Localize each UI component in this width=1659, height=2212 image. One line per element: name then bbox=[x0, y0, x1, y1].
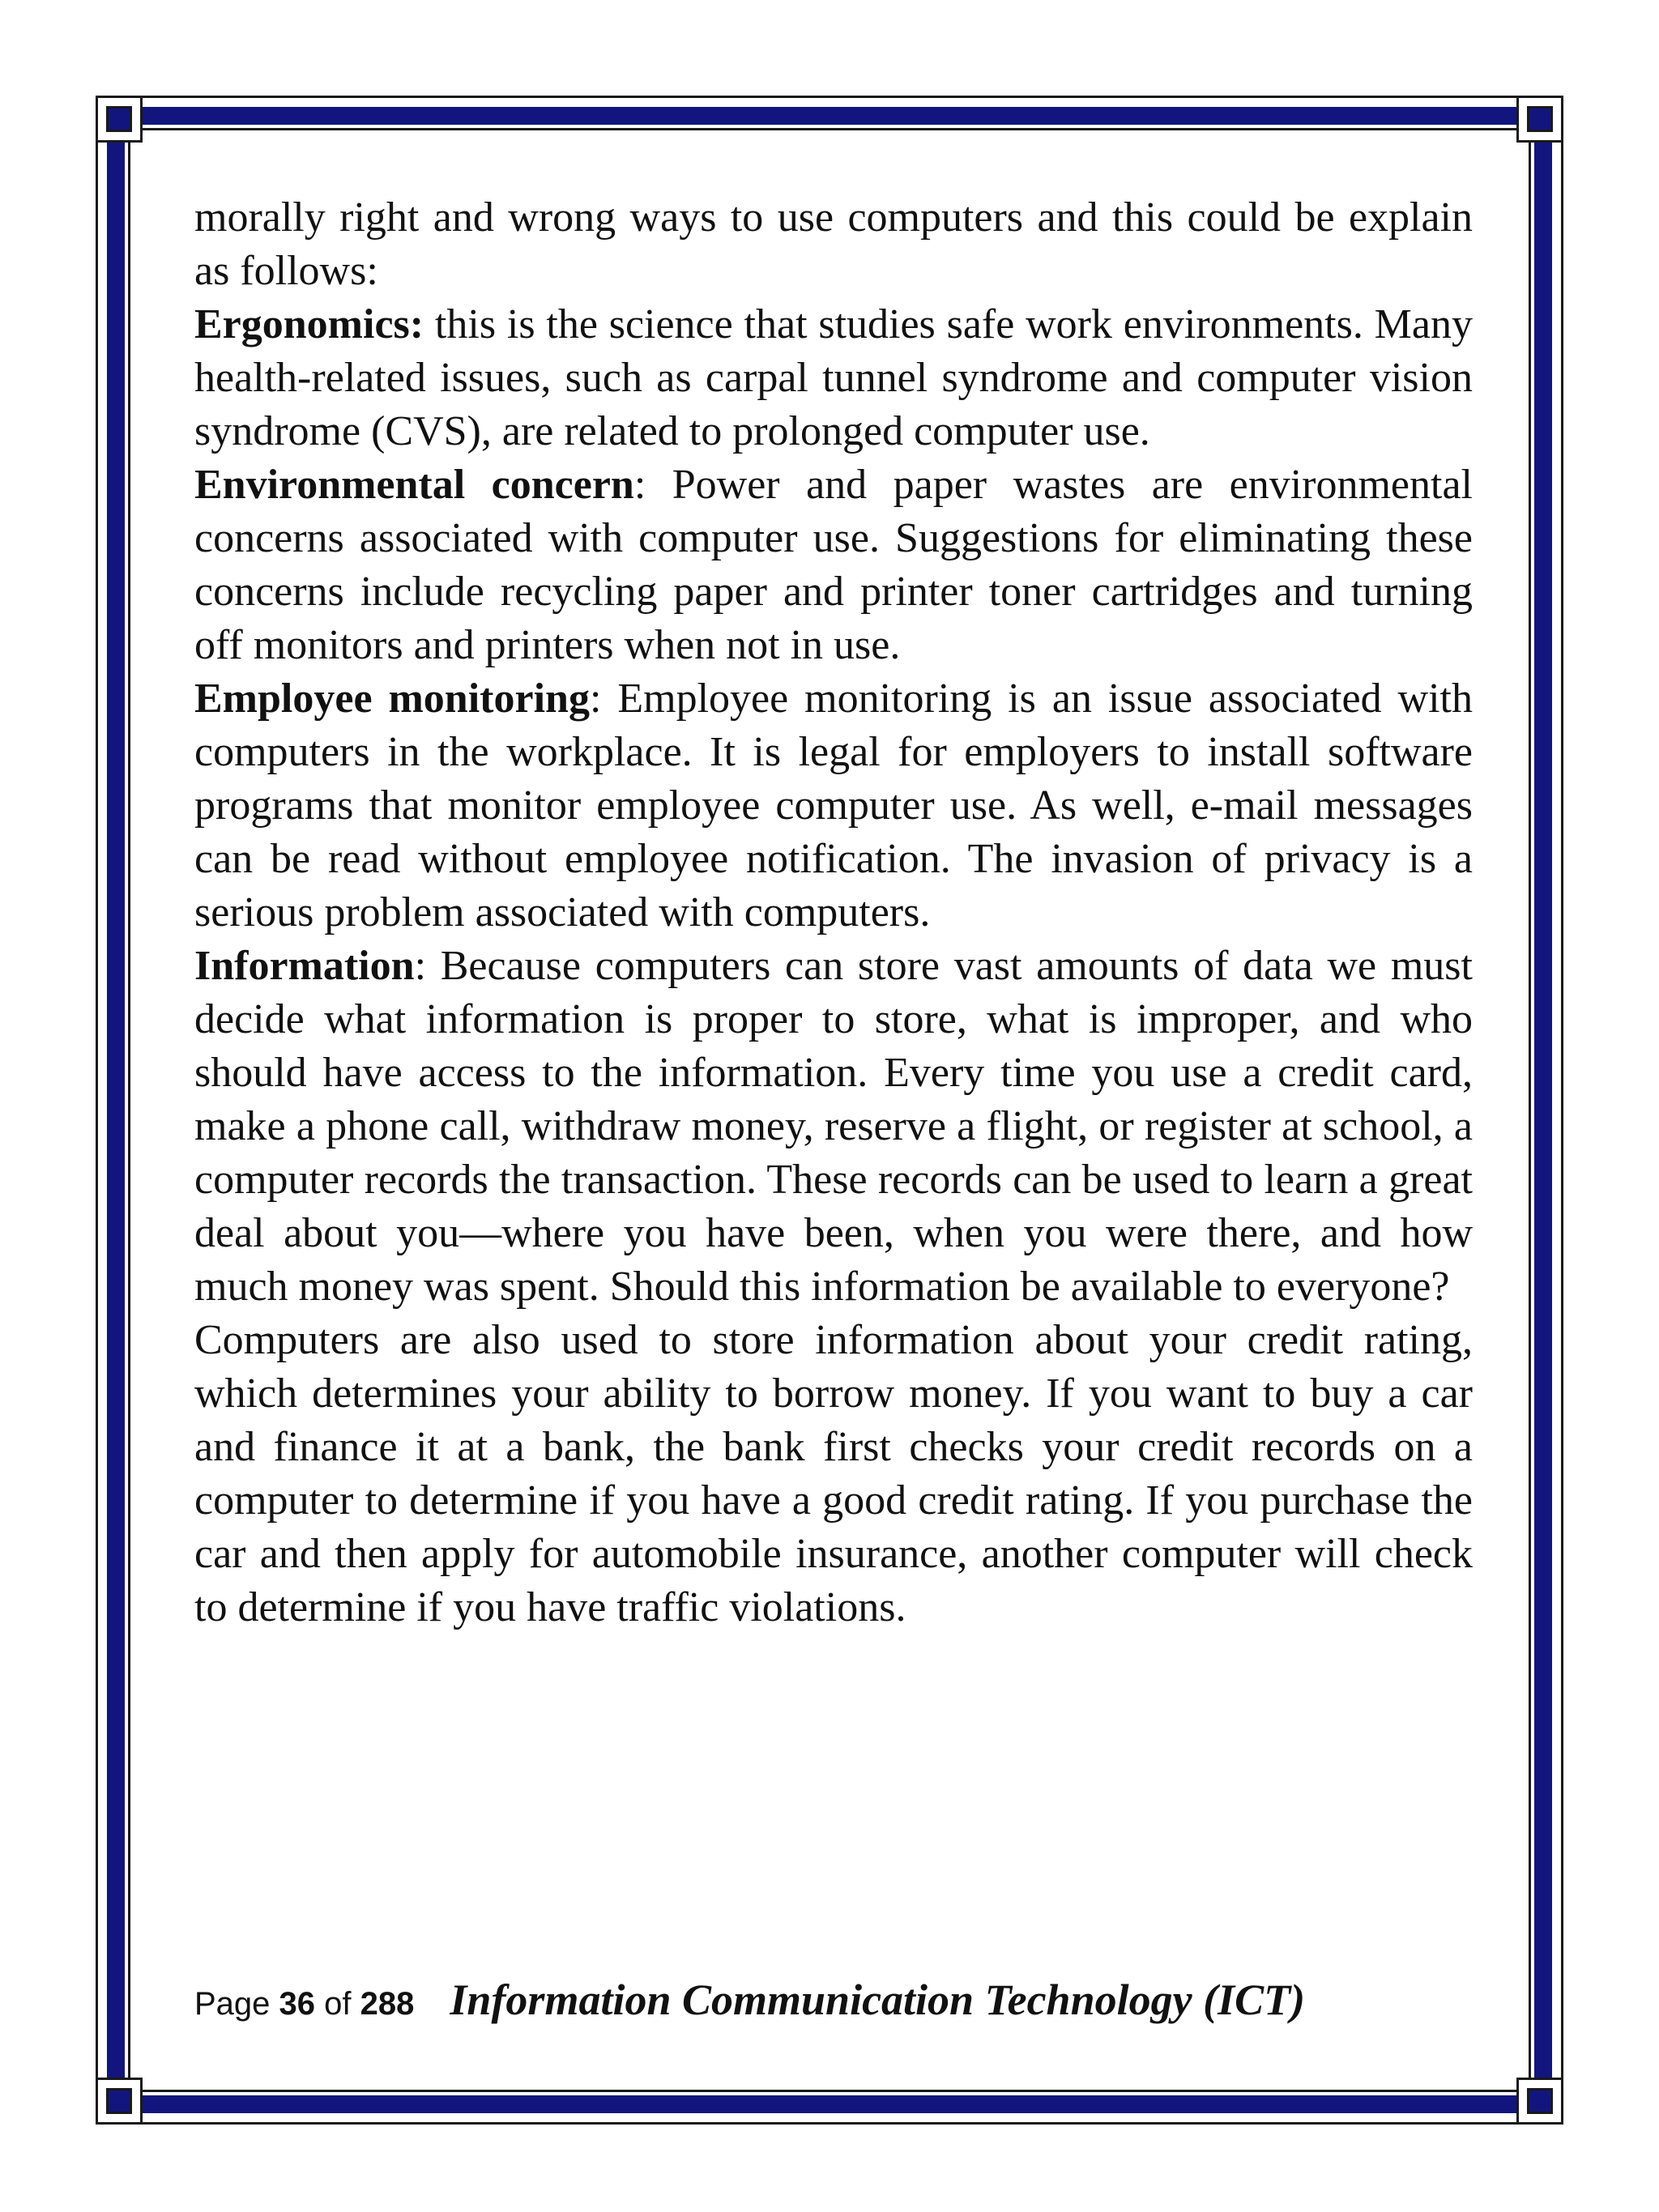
page-number-label: Page 36 of 288 bbox=[194, 1986, 415, 2022]
paragraph-text: this is the science that studies safe work environments. Many health-related issues, such as carpal tunnel syndrome and computer vision syndrome (CVS), are related to prolonged computer use. bbox=[194, 301, 1473, 454]
corner-ornament-bottom-left bbox=[96, 2078, 143, 2125]
paragraph-credit-rating bbox=[194, 1314, 1473, 1634]
paragraph-ergonomics bbox=[194, 298, 1473, 458]
paragraph-text: Computers are also used to store information about your credit rating, which determines your ability to borrow money. If you want to buy a car and finance it at a bank, the bank first checks your credit records on a computer to determine if you have a good credit rating. If you purchase the car and then apply for automobile insurance, another computer will check to determine if you have traffic violations. bbox=[194, 1317, 1473, 1630]
paragraph-employee-monitoring: Employee monitoring: Employee monitoring is an issue associated with computers in the workplace. It is legal for employers to install software programs that monitor employee computer use. As well, e-mail messages can be read without employee notification. The invasion of privacy is a serious problem associated with computers. bbox=[194, 676, 1473, 936]
paragraph-information: Information: Because computers can store vast amounts of data we must decide what information is proper to store, what is improper, and who should have access to the information. Every time you use a credit card, make a phone call, withdraw money, reserve a flight, or register at school, a computer records the transaction. These records can be used to learn a great deal about you—where you have been, when you were there, and how much money was spent. Should this information be available to everyone? bbox=[194, 943, 1473, 1310]
paragraph-intro bbox=[194, 191, 1473, 298]
page-body bbox=[194, 191, 1473, 1634]
paragraph-text: morally right and wrong ways to use computers and this could be explain as follows: bbox=[194, 194, 1473, 294]
corner-ornament-top-right bbox=[1516, 96, 1563, 143]
corner-ornament-top-left bbox=[96, 96, 143, 143]
term-heading: Ergonomics: bbox=[194, 301, 424, 347]
book-title: Information Communication Technology (ICT) bbox=[450, 1975, 1306, 2024]
paragraph-text: Employee monitoring is an issue associated with computers in the workplace. It is legal for employers to install software programs that monitor employee computer use. As well, e-mail messages can be read without employee notification. The invasion of privacy is a serious problem associated with computers. bbox=[194, 676, 1473, 936]
paragraph-text: Power and paper wastes are environmental concerns associated with computer use. Suggestions for eliminating these concerns include recycling paper and printer toner cartridges and turning off monitors and printers when not in use. bbox=[194, 462, 1473, 668]
paragraph-text: Because computers can store vast amounts of data we must decide what information is proper to store, what is improper, and who should have access to the information. Every time you use a credit card, make a phone call, withdraw money, reserve a flight, or register at school, a computer records the transaction. These records can be used to learn a great deal about you—where you have been, when you were there, and how much money was spent. Should this information be available to everyone? bbox=[194, 943, 1473, 1310]
corner-ornament-bottom-right bbox=[1516, 2078, 1563, 2125]
current-page-number: 36 bbox=[279, 1986, 316, 2022]
paragraph-environmental-concern: Environmental concern: Power and paper wastes are environmental concerns associated with computer use. Suggestions for eliminating these concerns include recycling paper and printer toner cartridges and turning off monitors and printers when not in use. bbox=[194, 462, 1473, 668]
term-heading: Employee monitoring bbox=[194, 676, 590, 722]
page-footer bbox=[194, 1975, 1473, 2025]
term-heading: Information bbox=[194, 943, 415, 989]
total-page-count: 288 bbox=[360, 1986, 415, 2022]
term-heading: Environmental concern bbox=[194, 462, 634, 508]
